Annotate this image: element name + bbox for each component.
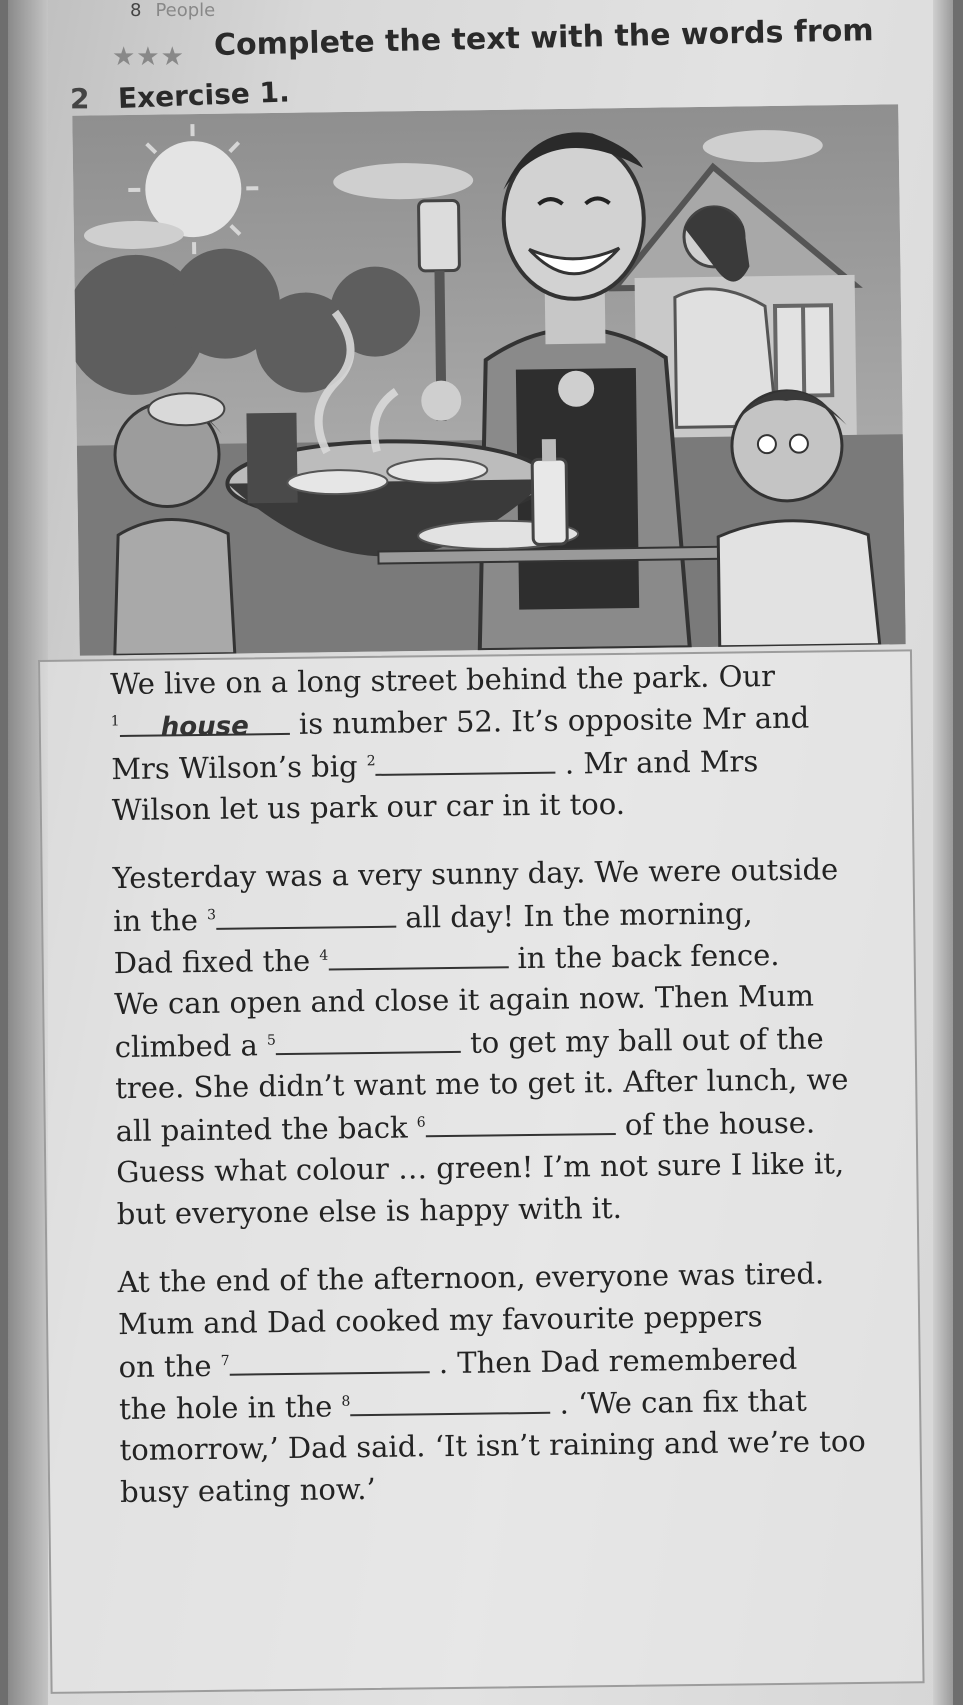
- page-edge: [933, 0, 953, 1705]
- gap-number: 5: [266, 1032, 276, 1049]
- text-fragment: the hole in the: [118, 1389, 333, 1427]
- sauce-bottle: [532, 459, 567, 544]
- text-line: [118, 1341, 797, 1384]
- text-fragment: in the: [112, 903, 199, 939]
- text-line: [115, 1020, 824, 1064]
- gap-number: 8: [341, 1393, 351, 1410]
- text-line: tomorrow,’ Dad said. ‘It isn’t raining and we’re too: [119, 1423, 866, 1468]
- text-line: [119, 1383, 807, 1426]
- text-line: We live on a long street behind the park. Our: [110, 658, 776, 702]
- answer-blank-7[interactable]: [229, 1345, 429, 1375]
- text-fragment: climbed a: [114, 1028, 259, 1065]
- answer-blank-6[interactable]: [426, 1107, 616, 1137]
- text-line: [113, 937, 779, 980]
- instruction-line-1: Complete the text with the words from: [213, 13, 874, 63]
- text-line: We can open and close it again now. Then Mum: [114, 978, 815, 1022]
- answer-blank-5[interactable]: [276, 1025, 461, 1055]
- barbecue-family-illustration: [72, 104, 905, 655]
- text-line: Mum and Dad cooked my favourite peppers: [117, 1299, 763, 1342]
- text-fragment: Dad fixed the: [113, 943, 311, 981]
- text-fragment: all day! In the morning,: [404, 896, 753, 935]
- text-fragment: on the: [118, 1348, 212, 1385]
- text-fragment: . ‘We can fix that: [559, 1383, 807, 1421]
- text-line: but everyone else is happy with it.: [116, 1190, 623, 1232]
- text-line: busy eating now.’: [119, 1471, 376, 1510]
- page-number: 8: [130, 0, 142, 21]
- text-line: At the end of the afternoon, everyone was tired.: [117, 1256, 825, 1300]
- instruction-line-2: Exercise 1.: [117, 75, 291, 115]
- gap-number: 1: [110, 713, 120, 730]
- text-fragment: is number 52. It’s opposite Mr and: [298, 700, 810, 741]
- answer-blank-4[interactable]: [328, 940, 508, 970]
- gap-number: 7: [220, 1353, 230, 1370]
- text-line: tree. She didn’t want me to get it. After lunch, we: [115, 1062, 849, 1106]
- text-line: [111, 701, 810, 744]
- text-line: [116, 1105, 816, 1149]
- gap-number: 3: [206, 907, 217, 924]
- gap-number: 2: [366, 753, 376, 770]
- filled-answer: house: [160, 711, 249, 743]
- reading-text-box: [38, 649, 925, 1694]
- text-line: Wilson let us park our car in it too.: [111, 786, 626, 828]
- text-line: [113, 895, 753, 938]
- answer-blank-3[interactable]: [216, 900, 396, 930]
- workbook-page: [8, 0, 953, 1705]
- answer-blank-2[interactable]: [375, 746, 555, 776]
- text-fragment: of the house.: [624, 1105, 816, 1142]
- page-section-label: People: [155, 0, 216, 21]
- text-fragment: . Mr and Mrs: [564, 744, 759, 781]
- text-fragment: . Then Dad remembered: [438, 1341, 798, 1381]
- answer-blank-1[interactable]: [120, 707, 290, 743]
- text-line: [111, 743, 758, 786]
- text-fragment: Mrs Wilson’s big: [111, 749, 358, 787]
- text-fragment: to get my ball out of the: [469, 1021, 824, 1060]
- page-header: [130, 0, 215, 21]
- gap-number: 4: [319, 947, 329, 964]
- text-line: Guess what colour … green! I’m not sure I like it,: [116, 1146, 845, 1190]
- gap-number: 6: [416, 1114, 426, 1131]
- text-line: Yesterday was a very sunny day. We were outside: [112, 852, 839, 896]
- exercise-number: 2: [70, 82, 90, 115]
- difficulty-stars: ★★★: [112, 42, 185, 72]
- text-fragment: in the back fence.: [517, 937, 780, 976]
- text-fragment: all painted the back: [115, 1110, 408, 1149]
- answer-blank-8[interactable]: [350, 1386, 550, 1416]
